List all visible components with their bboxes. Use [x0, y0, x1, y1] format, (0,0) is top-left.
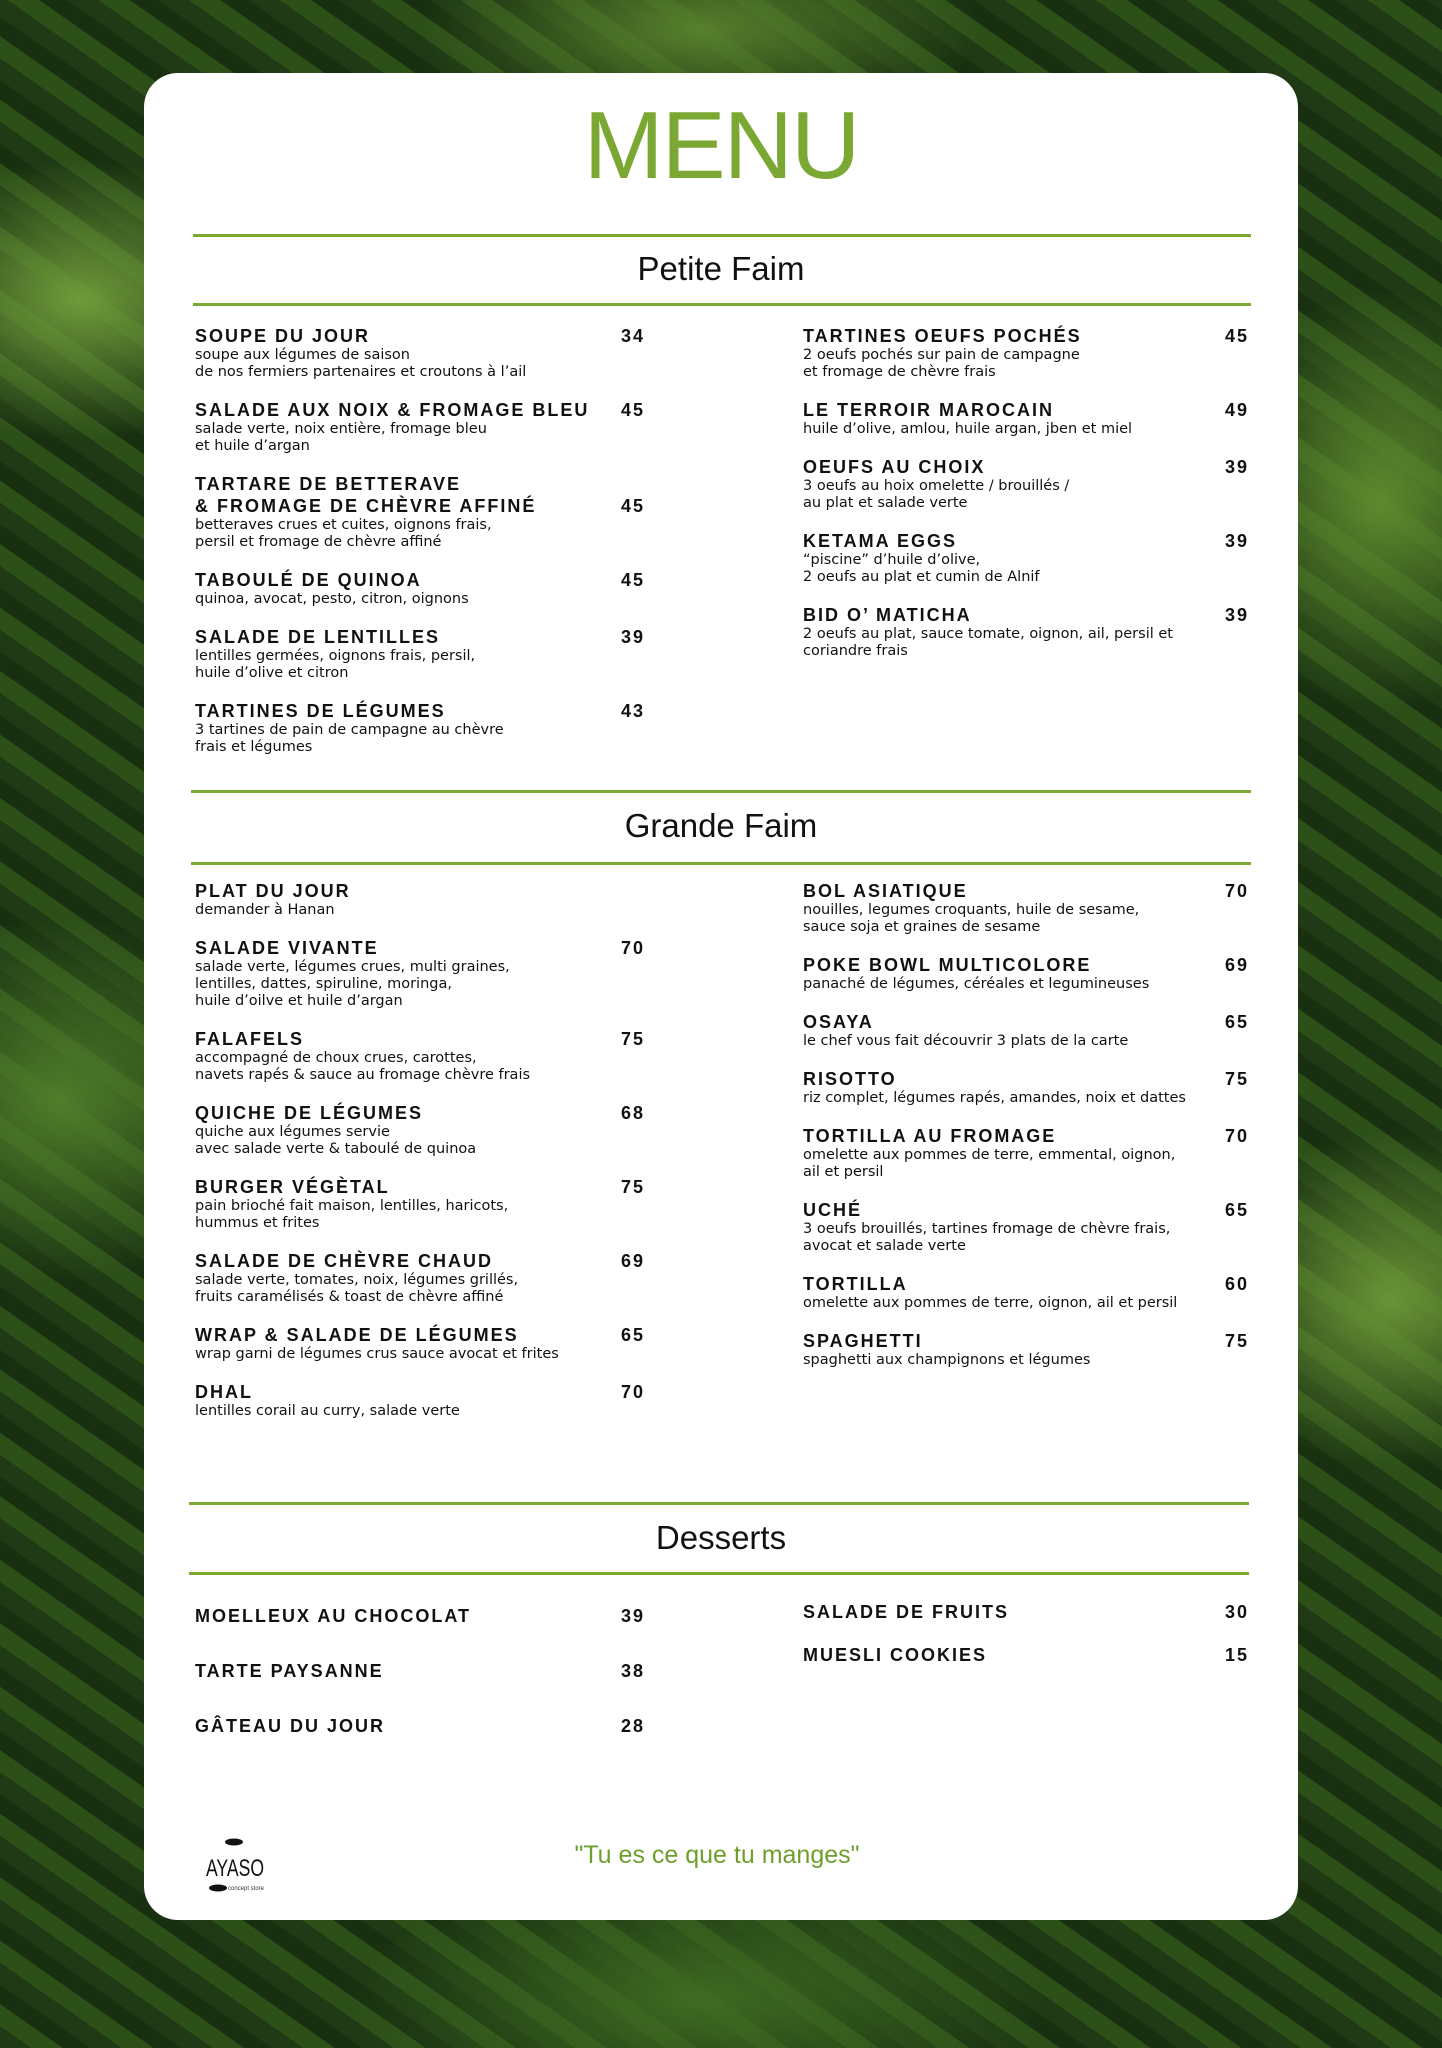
footer-quote: "Tu es ce que tu manges" — [574, 1841, 860, 1869]
item-description: panaché de légumes, céréales et legumineuses — [803, 976, 1150, 992]
divider — [193, 234, 1251, 237]
item-price: 39 — [1224, 457, 1249, 477]
menu-item — [803, 880, 1249, 936]
menu-item — [195, 1381, 645, 1420]
item-name: TARTARE DE BETTERAVE & FROMAGE DE CHÈVRE AFFINÉ — [195, 474, 537, 516]
menu-item — [803, 1068, 1249, 1107]
item-name: FALAFELS — [195, 1029, 304, 1049]
item-price: 38 — [620, 1661, 645, 1681]
item-description: demander à Hanan — [195, 902, 335, 918]
menu-item — [195, 1250, 645, 1306]
menu-item — [803, 1601, 1249, 1644]
menu-item — [803, 1125, 1249, 1181]
item-name: TARTINES DE LÉGUMES — [195, 701, 446, 721]
svg-text:concept store: concept store — [228, 1886, 265, 1892]
menu-item — [803, 954, 1249, 993]
desserts-columns — [144, 1602, 1298, 1805]
divider — [189, 1502, 1249, 1505]
menu-item — [195, 1605, 645, 1660]
item-name: TORTILLA — [803, 1274, 908, 1294]
menu-item — [195, 1028, 645, 1084]
item-price: 43 — [620, 701, 645, 721]
menu-item — [195, 1102, 645, 1158]
item-price: 39 — [1224, 531, 1249, 551]
item-description: salade verte, tomates, noix, légumes grillés, fruits caramélisés & toast de chèvre affiné — [195, 1272, 519, 1305]
grande-faim-right-column — [803, 880, 1249, 1387]
item-name: SALADE DE LENTILLES — [195, 627, 441, 647]
divider — [189, 1572, 1249, 1575]
item-price: 68 — [620, 1103, 645, 1123]
item-description: 2 oeufs au plat, sauce tomate, oignon, ail, persil et coriandre frais — [803, 626, 1173, 659]
item-price: 70 — [620, 1382, 645, 1402]
item-price: 65 — [620, 1325, 645, 1345]
item-description: spaghetti aux champignons et légumes — [803, 1352, 1091, 1368]
item-price: 45 — [620, 496, 645, 516]
footer — [144, 1805, 1298, 1920]
svg-text:AYASO: AYASO — [206, 1855, 264, 1882]
section-title-desserts: Desserts — [655, 1519, 787, 1556]
item-name: QUICHE DE LÉGUMES — [195, 1103, 424, 1123]
item-description: lentilles germées, oignons frais, persil, huile d’olive et citron — [195, 648, 476, 681]
item-name: SOUPE DU JOUR — [195, 326, 371, 346]
item-name: OSAYA — [803, 1012, 874, 1032]
item-description: omelette aux pommes de terre, oignon, ail et persil — [803, 1295, 1178, 1311]
item-name: TORTILLA AU FROMAGE — [803, 1126, 1057, 1146]
menu-item — [195, 399, 645, 455]
menu-item — [803, 1199, 1249, 1255]
item-price: 39 — [1224, 605, 1249, 625]
item-description: soupe aux légumes de saison de nos fermiers partenaires et croutons à l’ail — [195, 347, 527, 380]
item-name: SPAGHETTI — [803, 1331, 923, 1351]
menu-item — [803, 1011, 1249, 1050]
item-name: SALADE AUX NOIX & FROMAGE BLEU — [195, 400, 590, 420]
item-description: lentilles corail au curry, salade verte — [195, 1403, 460, 1419]
section-title-grande-faim: Grande Faim — [624, 807, 818, 844]
item-name: RISOTTO — [803, 1069, 897, 1089]
item-name: SALADE VIVANTE — [195, 938, 379, 958]
menu-item — [803, 1273, 1249, 1312]
item-price: 30 — [1224, 1602, 1249, 1622]
desserts-right-column — [803, 1601, 1249, 1687]
item-name: SALADE DE CHÈVRE CHAUD — [195, 1251, 494, 1271]
item-description: salade verte, noix entière, fromage bleu et huile d’argan — [195, 421, 487, 454]
section-title-petite-faim: Petite Faim — [637, 250, 805, 287]
item-price: 28 — [620, 1716, 645, 1736]
item-name: MUESLI COOKIES — [803, 1645, 988, 1665]
item-name: KETAMA EGGS — [803, 531, 958, 551]
petite-faim-left-column — [195, 325, 645, 774]
item-price: 45 — [620, 400, 645, 420]
petite-faim-columns — [144, 325, 1298, 775]
menu-item — [195, 937, 645, 1010]
menu-item — [195, 880, 645, 919]
item-description: 3 oeufs au hoix omelette / brouillés / au plat et salade verte — [803, 478, 1070, 511]
item-description: quiche aux légumes servie avec salade verte & taboulé de quinoa — [195, 1124, 477, 1157]
item-name: POKE BOWL MULTICOLORE — [803, 955, 1092, 975]
petite-faim-right-column — [803, 325, 1249, 678]
item-name: WRAP & SALADE DE LÉGUMES — [195, 1325, 519, 1345]
item-price: 65 — [1224, 1012, 1249, 1032]
item-description: riz complet, légumes rapés, amandes, noix et dattes — [803, 1090, 1186, 1106]
item-price: 75 — [620, 1177, 645, 1197]
item-description: pain brioché fait maison, lentilles, haricots, hummus et frites — [195, 1198, 509, 1231]
divider — [193, 303, 1251, 306]
item-price: 69 — [1224, 955, 1249, 975]
item-price: 75 — [620, 1029, 645, 1049]
item-description: quinoa, avocat, pesto, citron, oignons — [195, 591, 469, 607]
item-price: 39 — [620, 627, 645, 647]
menu-item — [803, 604, 1249, 660]
item-price: 60 — [1224, 1274, 1249, 1294]
menu-item — [195, 1660, 645, 1715]
menu-item — [803, 456, 1249, 512]
item-name: BURGER VÉGÈTAL — [195, 1177, 390, 1197]
item-price: 75 — [1224, 1069, 1249, 1089]
item-price: 69 — [620, 1251, 645, 1271]
menu-title: MENU — [583, 92, 859, 199]
item-name: SALADE DE FRUITS — [803, 1602, 1010, 1622]
grande-faim-left-column — [195, 880, 645, 1438]
item-price: 75 — [1224, 1331, 1249, 1351]
item-price: 15 — [1224, 1645, 1249, 1665]
item-description: 2 oeufs pochés sur pain de campagne et fromage de chèvre frais — [803, 347, 1080, 380]
item-price: 45 — [620, 570, 645, 590]
item-description: wrap garni de légumes crus sauce avocat et frites — [195, 1346, 559, 1362]
item-price: 70 — [1224, 1126, 1249, 1146]
menu-item — [803, 530, 1249, 586]
menu-item — [195, 473, 645, 551]
menu-item — [195, 1176, 645, 1232]
item-description: le chef vous fait découvrir 3 plats de la carte — [803, 1033, 1129, 1049]
item-name: DHAL — [195, 1382, 253, 1402]
item-price: 34 — [620, 326, 645, 346]
item-description: 3 oeufs brouillés, tartines fromage de chèvre frais, avocat et salade verte — [803, 1221, 1171, 1254]
item-price: 70 — [620, 938, 645, 958]
item-name: OEUFS AU CHOIX — [803, 457, 986, 477]
menu-item — [803, 325, 1249, 381]
menu-item — [803, 1644, 1249, 1687]
menu-item — [195, 325, 645, 381]
menu-item — [195, 626, 645, 682]
item-description: huile d’olive, amlou, huile argan, jben et miel — [803, 421, 1133, 437]
menu-item — [195, 1715, 645, 1770]
item-name: TABOULÉ DE QUINOA — [195, 570, 422, 590]
item-description: omelette aux pommes de terre, emmental, oignon, ail et persil — [803, 1147, 1176, 1180]
item-description: accompagné de choux crues, carottes, navets rapés & sauce au fromage chèvre frais — [195, 1050, 531, 1083]
divider — [191, 790, 1251, 793]
item-description: “piscine” d’huile d’olive, 2 oeufs au plat et cumin de Alnif — [803, 552, 1040, 585]
menu-card — [144, 73, 1298, 1920]
item-name: BOL ASIATIQUE — [803, 881, 968, 901]
ayaso-logo — [196, 1828, 276, 1908]
menu-item — [195, 1324, 645, 1363]
item-name: TARTINES OEUFS POCHÉS — [803, 326, 1082, 346]
menu-item — [803, 399, 1249, 438]
item-price: 49 — [1224, 400, 1249, 420]
item-price: 45 — [1224, 326, 1249, 346]
item-name: LE TERROIR MAROCAIN — [803, 400, 1054, 420]
item-description: salade verte, légumes crues, multi graines, lentilles, dattes, spiruline, moringa, huile d’oilve et huile d’argan — [195, 959, 510, 1009]
item-description: nouilles, legumes croquants, huile de sesame, sauce soja et graines de sesame — [803, 902, 1140, 935]
item-name: BID O’ MATICHA — [803, 605, 972, 625]
grande-faim-columns — [144, 880, 1298, 1487]
item-name: MOELLEUX AU CHOCOLAT — [195, 1606, 471, 1626]
item-price: 70 — [1224, 881, 1249, 901]
desserts-left-column — [195, 1605, 645, 1770]
divider — [191, 862, 1251, 865]
item-name: PLAT DU JOUR — [195, 881, 351, 901]
item-name: UCHÉ — [803, 1200, 863, 1220]
item-name: TARTE PAYSANNE — [195, 1661, 384, 1681]
menu-item — [803, 1330, 1249, 1369]
menu-item — [195, 569, 645, 608]
item-description: betteraves crues et cuites, oignons frais, persil et fromage de chèvre affiné — [195, 517, 492, 550]
menu-item — [195, 700, 645, 756]
item-description: 3 tartines de pain de campagne au chèvre frais et légumes — [195, 722, 504, 755]
item-name: GÂTEAU DU JOUR — [195, 1716, 386, 1736]
item-price: 65 — [1224, 1200, 1249, 1220]
item-price: 39 — [620, 1606, 645, 1626]
